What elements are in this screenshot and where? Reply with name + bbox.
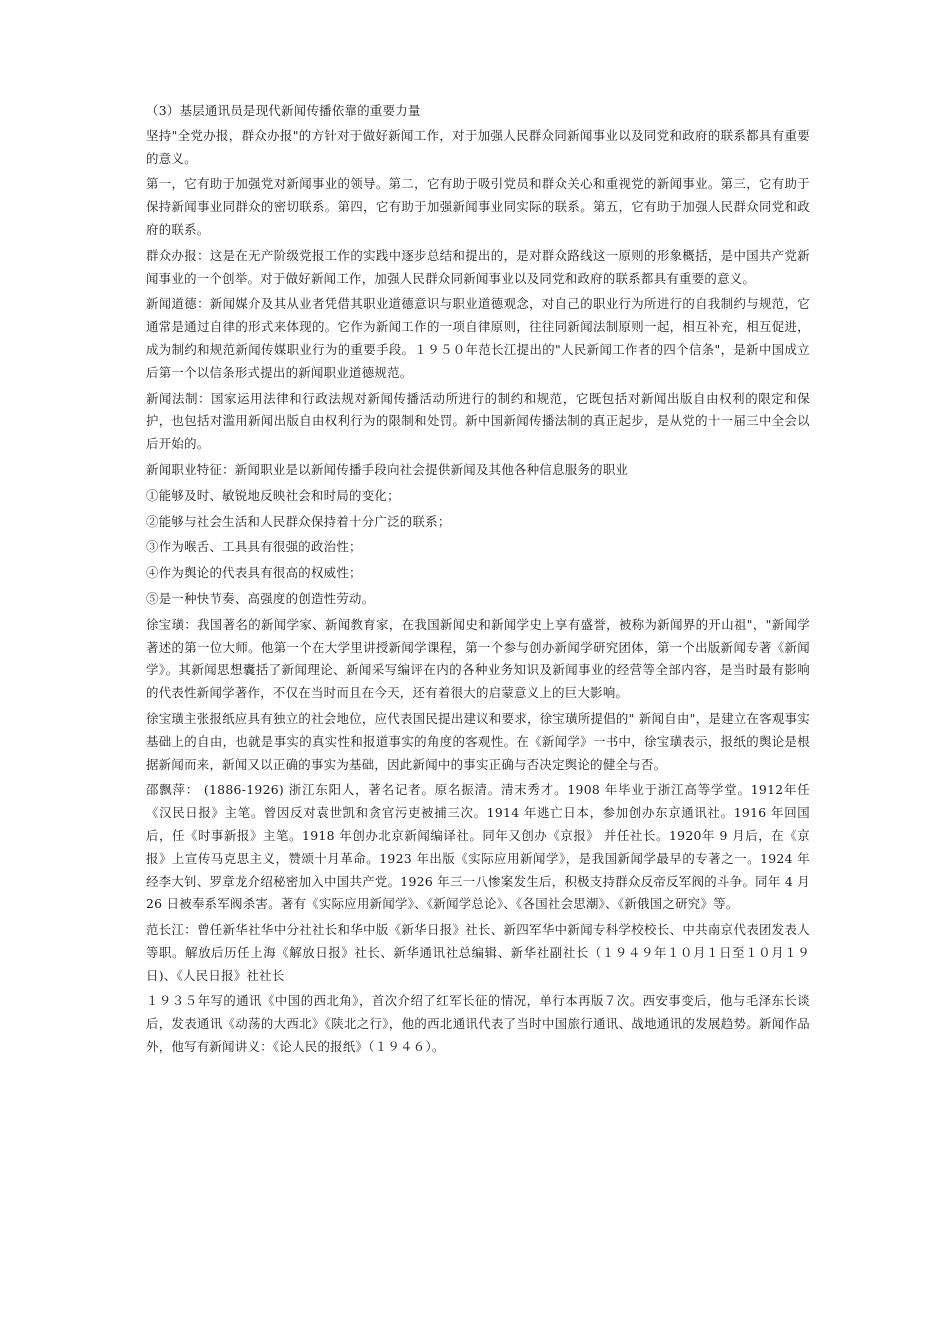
paragraph-journalism-ethics: 新闻道德：新闻媒介及其从业者凭借其职业道德意识与职业道德观念，对自己的职业行为所进行的自我制约与规范，它通常是通过自律的形式来体现的。它作为新闻工作的一项自律原则，往往同新闻法制原则一起，相互补充，相互促进，成为制约和规范新闻传媒职业行为的重要手段。１９５０年范长江提出的"人民新闻工作者的四个信条"，是新中国成立后第一个以信条形式提出的新闻职业道德规范。 (146, 296, 810, 380)
paragraph-fan-changjiang-bio: 范长江：曾任新华社华中分社社长和华中版《新华日报》社长、新四军华中新闻专科学校校长、中共南京代表团发表人等职。解放后历任上海《解放日报》社长、新华通讯社总编辑、新华社副社长（１９４９年１０月１日至１０月１９日)、《人民日报》社社长 (146, 922, 810, 983)
paragraph-journalism-law: 新闻法制：国家运用法律和行政法规对新闻传播活动所进行的制约和规范，它既包括对新闻出版自由权利的限定和保护，也包括对滥用新闻出版自由权利行为的限制和处罚。新中国新闻传播法制的真正起步，是从党的十一届三中全会以后开始的。 (146, 390, 810, 452)
paragraph-party-newspaper-principle: 坚持"全党办报，群众办报"的方针对于做好新闻工作，对于加强人民群众同新闻事业以及同党和政府的联系都具有重要的意义。 (146, 127, 810, 166)
paragraph-xu-baohuang-bio: 徐宝璜：我国著名的新闻学家、新闻教育家，在我国新闻史和新闻学史上享有盛誉，被称为新闻界的开山祖"，"新闻学著述的第一位大师。他第一个在大学里讲授新闻学课程，第一个参与创办新闻学研究团体，第一个出版新闻专著《新闻学》。其新闻思想囊括了新闻理论、新闻采写编评在内的各种业务知识及新闻事业的经营等全部内容，是当时最有影响的代表性新闻学著作，不仅在当时而且在今天，还有着很大的启蒙意义上的巨大影响。 (146, 616, 810, 701)
section-heading: （3）基层通讯员是现代新闻传播依靠的重要力量 (146, 103, 421, 118)
paragraph-shao-piaoping-bio: 邵飘萍： (1886-1926) 浙江东阳人，著名记者。原名振清。清末秀才。1908 年毕业于浙江高等学堂。1912年任《汉民日报》主笔。曾因反对袁世凯和贪官污吏被捕三次。1914 年逃亡日本，参加创办东京通讯社。1916 年回国后，任《时事新报》主笔。1918 年创办北京新闻编译社。同年又创办《京报》 并任社长。1920年 9 月后，在《京报》上宣传马克思主义，赞颂十月革命。1923 年出版《实际应用新闻学》，是我国新闻学最早的专著之一。1924 年经李大钊、罗章龙介绍秘密加入中国共产党。1926 年三一八惨案发生后，积极支持群众反帝反军阀的斗争。同年 4 月 26 日被奉系军阀杀害。著有《实际应用新闻学》、《新闻学总论》、《各国社会思潮》、《新俄国之研究》等。 (146, 782, 810, 912)
list-item-feature-1: ①能够及时、敏锐地反映社会和时局的变化； (146, 487, 400, 503)
list-item-feature-4: ④作为舆论的代表具有很高的权威性； (146, 565, 362, 581)
document-page (146, 100, 810, 1062)
paragraph-fan-changjiang-works: １９３５年写的通讯《中国的西北角》，首次介绍了红军长征的情况，单行本再版７次。西安事变后，他与毛泽东长谈后，发表通讯《动荡的大西北》《陕北之行》，他的西北通讯代表了当时中国旅行通讯、战地通讯的发展趋势。新闻作品外，他写有新闻讲义：《论人民的报纸》（１９４６）。 (146, 993, 810, 1055)
paragraph-significance-list: 第一，它有助于加强党对新闻事业的领导。第二，它有助于吸引党员和群众关心和重视党的新闻事业。第三，它有助于保持新闻事业同群众的密切联系。第四，它有助于加强新闻事业同实际的联系。第五，它有助于加强人民群众同党和政府的联系。 (146, 176, 810, 237)
paragraph-xu-baohuang-views: 徐宝璜主张报纸应具有独立的社会地位，应代表国民提出建议和要求，徐宝璜所提倡的" 新闻自由"，是建立在客观事实基础上的自由，也就是事实的真实性和报道事实的角度的客观性。在《新闻学》一书中，徐宝璜表示，报纸的舆论是根据新闻而来，新闻又以正确的事实为基础，因此新闻中的事实正确与否决定舆论的健全与否。 (146, 710, 810, 772)
paragraph-mass-newspaper: 群众办报：这是在无产阶级党报工作的实践中逐步总结和提出的，是对群众路线这一原则的形象概括，是中国共产党新闻事业的一个创举。对于做好新闻工作，加强人民群众同新闻事业以及同党和政府的联系都具有重要的意义。 (146, 247, 810, 286)
paragraph-profession-features: 新闻职业特征：新闻职业是以新闻传播手段向社会提供新闻及其他各种信息服务的职业 (146, 461, 629, 477)
list-item-feature-3: ③作为喉舌、工具具有很强的政治性； (146, 539, 362, 555)
list-item-feature-2: ②能够与社会生活和人民群众保持着十分广泛的联系； (146, 513, 451, 529)
list-item-feature-5: ⑤是一种快节奏、高强度的创造性劳动。 (146, 590, 375, 606)
